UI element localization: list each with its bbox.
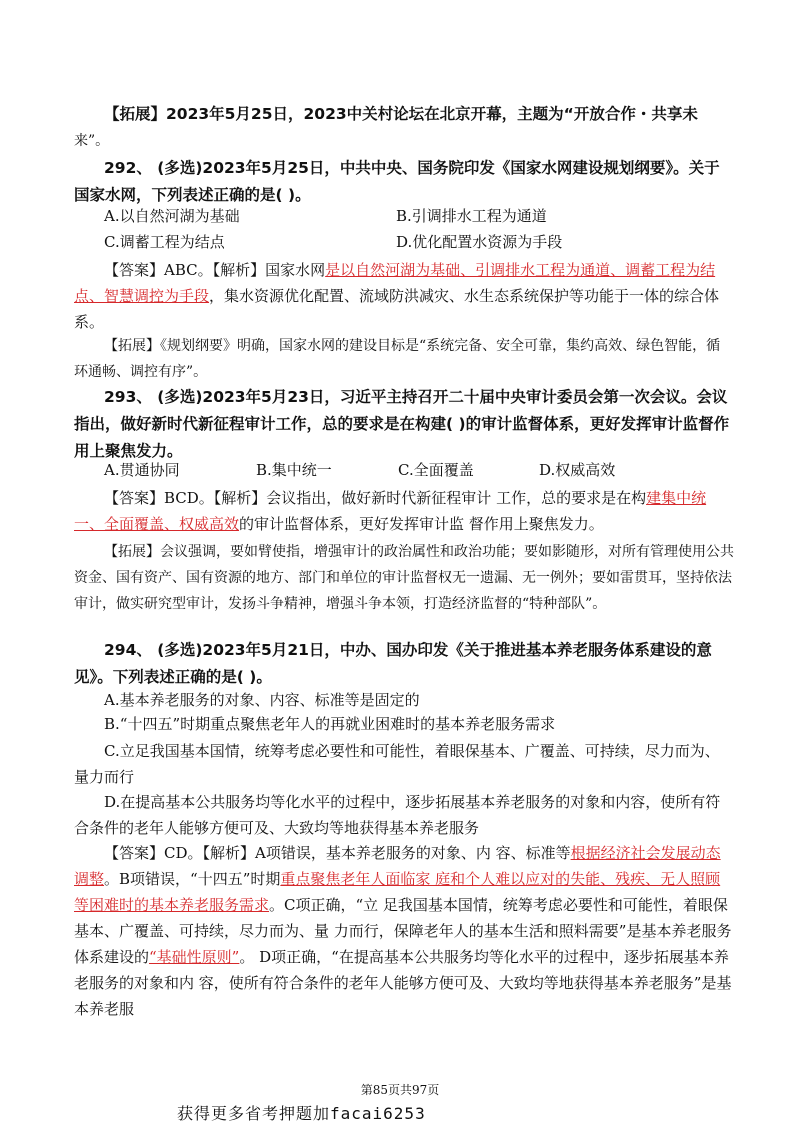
q293-option-a: A.贯通协同 xyxy=(104,461,180,479)
q294-option-b: B.“十四五”时期重点聚焦老年人的再就业困难时的基本养老服务需求 xyxy=(104,715,556,733)
question-292-options-row2 xyxy=(104,231,744,255)
q294-option-a: A.基本养老服务的对象、内容、标准等是固定的 xyxy=(104,691,420,709)
question-292-extension: 【拓展】《规划纲要》明确，国家水网的建设目标是“系统完备、安全可靠，集约高效、绿色智能，循环通畅、调控有序”。 xyxy=(74,338,721,380)
q294-answer-highlight1: 根据经济社会发展动态调整 xyxy=(74,844,721,888)
question-294-stem: 294、 (多选)2023年5月21日，中办、国办印发《关于推进基本养老服务体系建设的意见》。下列表述正确的是( )。 xyxy=(74,641,712,686)
question-293-extension: 【拓展】会议强调，要如臂使指，增强审计的政治属性和政治功能；要如影随形，对所有管理使用公共资金、国有资产、国有资源的地方、部门和单位的审计监督权无一遗漏、无一例外；要如雷贯耳，坚持依法审计，做实研究型审计，发扬斗争精神，增强斗争本领，打造经济监督的“特种部队”。 xyxy=(74,544,734,612)
q293-option-d: D.权威高效 xyxy=(539,461,616,479)
question-293-stem: 293、 (多选)2023年5月23日，习近平主持召开二十届中央审计委员会第一次会议。会议指出，做好新时代新征程审计工作，总的要求是在构建( )的审计监督体系，更好发挥审计监督作用上聚焦发力。 xyxy=(74,388,730,460)
question-294-answer xyxy=(74,840,734,1022)
q293-answer-suffix: 的审计监督体系，更好发挥审计监 督作用上聚焦发力。 xyxy=(239,515,604,533)
q294-option-c: C.立足我国基本国情，统筹考虑必要性和可能性，着眼保基本、广覆盖、可持续，尽力而为、量力而行 xyxy=(74,742,720,786)
q293-option-b: B.集中统一 xyxy=(256,461,332,479)
q294-answer-highlight3: “基础性原则” xyxy=(149,948,240,966)
q292-answer-suffix: ，集水资源优化配置、流域防洪减灾、水生态系统保护等功能于一体的综合体系。 xyxy=(74,287,720,331)
extension-forum-line1: 【拓展】2023年5月25日，2023中关村论坛在北京开幕，主题为“开放合作・共享未 xyxy=(104,105,698,123)
q294-answer-part3: 。C项正确，“立 足我国基本国情，统筹考虑必要性和可能性，着眼保基本、广覆盖、可持续，尽力而为、量 力而行，保障老年人的基本生活和照料需要”是基本养老服务体系建设的 xyxy=(74,896,732,966)
q294-answer-highlight2: 重点聚焦老年人面临家 庭和个人难以应对的失能、残疾、无人照顾等困难时的基本养老服务需求 xyxy=(74,870,721,914)
q292-option-a: A.以自然河湖为基础 xyxy=(104,207,240,225)
q292-option-b: B.引调排水工程为通道 xyxy=(396,207,547,225)
q292-answer-prefix: 【答案】ABC。【解析】国家水网 xyxy=(104,261,326,279)
promo-text: 获得更多省考押题加facai6253 xyxy=(177,1104,426,1123)
q294-answer-part2: 。B项错误，“十四五”时期 xyxy=(104,870,281,888)
q293-answer-highlight: 建集中统一、全面覆盖、权威高效 xyxy=(74,489,707,533)
q294-answer-part1: 【答案】CD。【解析】A项错误，基本养老服务的对象、内 容、标准等 xyxy=(104,844,571,862)
page-number: 第85页共97页 xyxy=(360,1083,440,1097)
q293-answer-prefix: 【答案】BCD。【解析】会议指出，做好新时代新征程审计 工作，总的要求是在构 xyxy=(104,489,647,507)
question-292-answer xyxy=(74,257,734,335)
q292-answer-highlight: 是以自然河湖为基础、引调排水工程为通道、调蓄工程为结点、智慧调控为手段 xyxy=(74,261,716,305)
question-292-stem: 292、 (多选)2023年5月25日，中共中央、国务院印发《国家水网建设规划纲要》。关于国家水网，下列表述正确的是( )。 xyxy=(74,159,720,204)
question-293-options xyxy=(104,459,744,483)
q292-option-d: D.优化配置水资源为手段 xyxy=(396,233,563,251)
q294-answer-part4: 。 D项正确，“在提高基本公共服务均等化水平的过程中，逐步拓展基本养老服务的对象和内 容，使所有符合条件的老年人能够方便可及、大致均等地获得基本养老服务”是基本养老服 xyxy=(74,948,732,1018)
extension-forum-line2: 来”。 xyxy=(74,133,110,149)
q293-option-c: C.全面覆盖 xyxy=(398,461,474,479)
extension-block-forum xyxy=(104,101,744,128)
question-292-options-row1 xyxy=(104,205,744,229)
q294-option-d: D.在提高基本公共服务均等化水平的过程中，逐步拓展基本养老服务的对象和内容，使所有符合条件的老年人能够方便可及、大致均等地获得基本养老服务 xyxy=(74,793,721,837)
question-293-answer xyxy=(74,485,734,537)
q292-option-c: C.调蓄工程为结点 xyxy=(104,233,225,251)
